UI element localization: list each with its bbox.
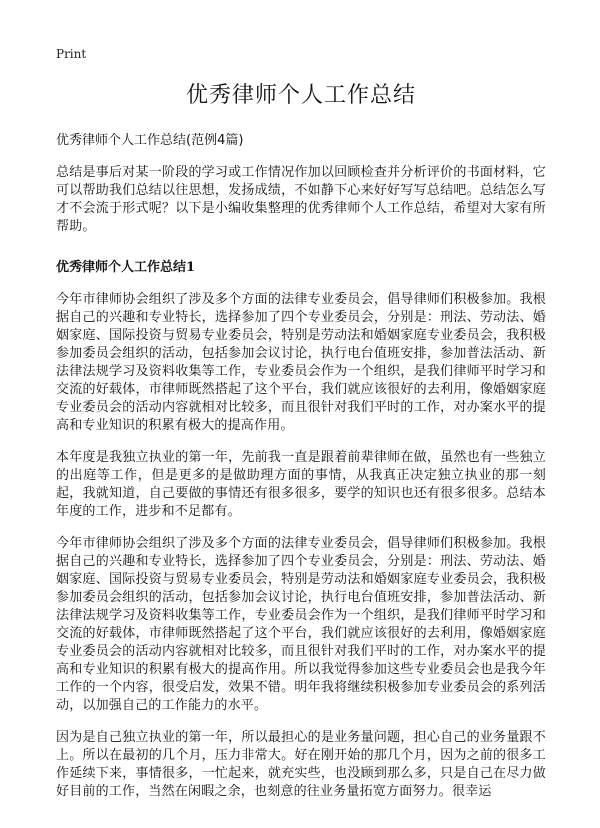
- document-subtitle: 优秀律师个人工作总结(范例4篇): [56, 133, 244, 148]
- body-paragraph: 因为是自己独立执业的第一年，所以最担心的是业务量问题，担心自己的业务量跟不上。所以在最初的几个月，压力非常大。好在刚开始的那几个月，因为之前的很多工作延续下来，事情很多，一忙起来，就充实些，也没顾到那么多，只是自己在尽力做好目前的工作，当然在闲暇之余，也刻意的往业务量拓宽方面努力。很幸运: [56, 730, 546, 799]
- print-link[interactable]: Print: [56, 47, 87, 61]
- body-paragraph: 今年市律师协会组织了涉及多个方面的法律专业委员会，倡导律师们积极参加。我根据自己的兴趣和专业特长，选择参加了四个专业委员会，分别是：刑法、劳动法、婚姻家庭、国际投资与贸易专业委员会，特别是劳动法和婚姻家庭专业委员会，我积极参加委员会组织的活动，包括参加会议讨论，执行电台值班安排，参加普法活动、新法律法规学习及资料收集等工作，专业委员会作为一个组织，是我们律师平时学习和交流的好载体，市律师既然搭起了这个平台，我们就应该很好的去利用，像婚姻家庭专业委员会的活动内容就相对比较多，而且很针对我们平时的工作，对办案水平的提高和专业知识的积累有极大的提高作用。所以我觉得参加这些专业委员会也是我今年工作的一个内容，很受启发，效果不错。明年我将继续积极参加专业委员会的系列活动，以加强自己的工作能力的水平。: [56, 536, 546, 713]
- page-title: 优秀律师个人工作总结: [185, 83, 416, 108]
- section-heading: 优秀律师个人工作总结1: [56, 260, 196, 275]
- intro-paragraph: 总结是事后对某一阶段的学习或工作情况作加以回顾检查并分析评价的书面材料，它可以帮助我们总结以往思想，发扬成绩，不如静下心来好好写写总结吧。总结怎么写才不会流于形式呢？以下是小编收集整理的优秀律师个人工作总结，希望对大家有所帮助。: [56, 165, 546, 234]
- body-paragraph: 今年市律师协会组织了涉及多个方面的法律专业委员会，倡导律师们积极参加。我根据自己的兴趣和专业特长，选择参加了四个专业委员会，分别是：刑法、劳动法、婚姻家庭、国际投资与贸易专业委员会，特别是劳动法和婚姻家庭专业委员会，我积极参加委员会组织的活动，包括参加会议讨论，执行电台值班安排，参加普法活动、新法律法规学习及资料收集等工作，专业委员会作为一个组织，是我们律师平时学习和交流的好载体，市律师既然搭起了这个平台，我们就应该很好的去利用，像婚姻家庭专业委员会的活动内容就相对比较多，而且很针对我们平时的工作，对办案水平的提高和专业知识的积累有极大的提高作用。: [56, 292, 546, 433]
- body-paragraph: 本年度是我独立执业的第一年，先前我一直是跟着前辈律师在做，虽然也有一些独立的出庭等工作，但是更多的是做助理方面的事情，从我真正决定独立执业的那一刻起，我就知道，自己要做的事情还有很多很多，要学的知识也还有很多很多。总结本年度的工作，进步和不足都有。: [56, 450, 546, 519]
- document-body: [56, 78, 546, 815]
